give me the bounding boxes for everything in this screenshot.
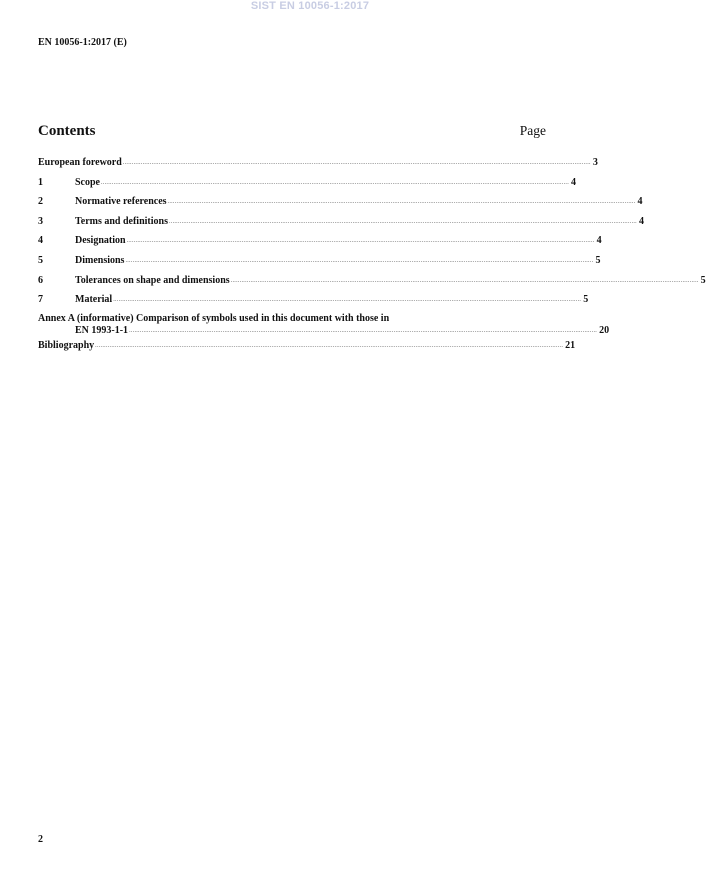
contents-title: Contents [38, 123, 96, 139]
toc-entry-foreword[interactable] [38, 156, 598, 176]
toc-entry-number: 3 [38, 215, 43, 227]
toc-entry-number: 4 [38, 235, 43, 247]
annex-title-line2: EN 1993-1-1 [75, 324, 129, 336]
watermark: SIST EN 10056-1:2017 [250, 0, 370, 12]
toc-entry-page: 3 [592, 157, 598, 168]
toc-entry-title: Terms and definitions [75, 215, 168, 227]
toc-entry-number: 6 [38, 274, 43, 286]
dot-leader: .................................................................................................................................................................................................................................................................... [230, 277, 699, 284]
toc-entry-number: 5 [38, 254, 43, 266]
contents-heading [38, 123, 546, 140]
dot-leader: .................................................................................................................................................................................................................................................................... [168, 218, 637, 225]
document-id: EN 10056-1:2017 (E) [38, 37, 127, 48]
dot-leader: .................................................................................................................................................................................................................................................................... [122, 160, 591, 166]
annex-title-line2-row [38, 324, 610, 339]
toc-entry-title: Dimensions [75, 254, 125, 266]
dot-leader: .................................................................................................................................................................................................................................................................... [129, 327, 598, 334]
dot-leader: .................................................................................................................................................................................................................................................................... [125, 257, 594, 264]
toc-entry-page: 20 [599, 324, 610, 336]
toc-entry-title: Scope [75, 176, 100, 188]
toc-entry-number: 2 [38, 196, 43, 208]
toc-entry-page: 5 [595, 254, 601, 266]
toc-entry-title: Material [75, 294, 113, 306]
toc-entry-title: European foreword [38, 157, 122, 168]
dot-leader: .................................................................................................................................................................................................................................................................... [113, 297, 582, 304]
toc-entry-title: Normative references [75, 196, 167, 208]
toc-entry-title: Designation [75, 235, 126, 247]
toc-entry-page: 21 [565, 339, 576, 351]
toc-entry-title: Bibliography [38, 339, 95, 351]
toc-entry-annex-a[interactable] [38, 312, 610, 339]
toc-entry-normative-references[interactable] [38, 195, 643, 215]
toc-entry-page: 4 [571, 176, 576, 188]
dot-leader: .................................................................................................................................................................................................................................................................... [95, 342, 564, 349]
dot-leader: .................................................................................................................................................................................................................................................................... [101, 179, 569, 186]
toc-entry-designation[interactable] [38, 234, 602, 254]
dot-leader: .................................................................................................................................................................................................................................................................... [126, 238, 595, 245]
toc-entry-title: Tolerances on shape and dimensions [75, 274, 230, 286]
toc-entry-page: 4 [638, 215, 644, 227]
toc-entry-page: 5 [700, 274, 706, 286]
dot-leader: .................................................................................................................................................................................................................................................................... [167, 199, 636, 206]
toc-entry-material[interactable] [38, 293, 589, 313]
toc-entry-number: 7 [38, 294, 43, 306]
toc-entry-dimensions[interactable] [38, 254, 601, 274]
annex-title-line1: Annex A (informative) Comparison of symbols used in this document with those in [38, 312, 390, 324]
toc-entry-scope[interactable] [38, 176, 576, 196]
toc-entry-page: 4 [596, 235, 602, 247]
toc-entry-number: 1 [38, 176, 43, 188]
page-number: 2 [38, 834, 43, 845]
toc-entry-page: 5 [583, 294, 589, 306]
page-column-label: Page [519, 123, 546, 138]
toc-entry-terms-and-definitions[interactable] [38, 215, 644, 235]
toc-entry-page: 4 [637, 196, 643, 208]
table-of-contents [38, 156, 706, 358]
toc-entry-tolerances[interactable] [38, 274, 706, 294]
toc-entry-bibliography[interactable] [38, 339, 576, 358]
